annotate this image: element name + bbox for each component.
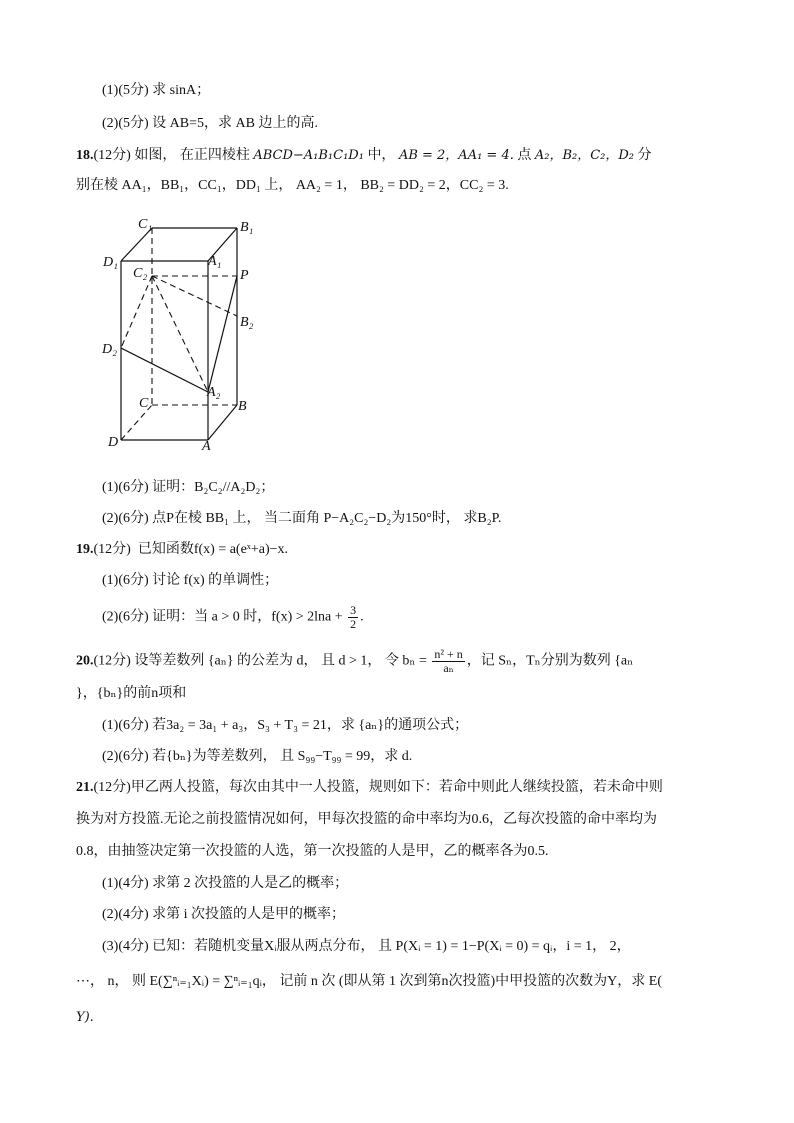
label-C: C (139, 396, 149, 411)
q21-part1: (1)(4分) 求第 2 次投篮的人是乙的概率； (102, 876, 349, 891)
q20-part2: (2)(6分) 若{bₙ}为等差数列， 且 S₉₉−T₉₉ = 99，求 d. (102, 749, 413, 764)
segment-C2D2 (121, 276, 152, 348)
q21-part3-line3: Y). (76, 1010, 94, 1025)
edge-D1C1 (121, 228, 152, 261)
fraction-3-2: $\frac{3}{2}$ (350, 603, 357, 631)
edge-AB (208, 405, 237, 440)
prism-figure (95, 210, 275, 460)
segment-C2B2 (152, 276, 237, 316)
fraction-bn: $\frac{\text{n² + n}}{\text{aₙ}}$ (434, 647, 463, 675)
label-D1: D₁ (103, 255, 118, 270)
q18-part1: (1)(6分) 证明：B₂C₂//A₂D₂； (102, 480, 275, 495)
q21-stem-line3: 0.8，由抽签决定第一次投篮的人选，第一次投篮的人是甲，乙的概率各为0.5. (76, 844, 549, 859)
q18-stem-line1: 18.(12分) 如图， 在正四棱柱 ABCD−A₁B₁C₁D₁ 中， AB = 2，AA₁ = 4. 点 A₂，B₂，C₂，D₂ 分 (76, 148, 652, 163)
label-A1: A₁ (208, 254, 222, 269)
q20-part1: (1)(6分) 若3a₂ = 3a₁ + a₃，S₃ + T₃ = 21，求 {aₙ}的通项公式； (102, 718, 469, 733)
q18-stem-line2: 别在棱 AA₁，BB₁，CC₁，DD₁ 上， AA₂ = 1， BB₂ = DD₂ = 2，CC₂ = 3. (76, 178, 509, 193)
q18-part2: (2)(6分) 点P在棱 BB₁ 上， 当二面角 P−A₂C₂−D₂为150°时， 求B₂P. (102, 511, 502, 526)
segment-D2A2 (121, 348, 208, 392)
q20-stem-line2: }，{bₙ}的前n项和 (76, 686, 187, 701)
q20-stem-line1: 20.(12分) 设等差数列 {aₙ} 的公差为 d， 且 d > 1， 令 bₙ = $\frac{\text{n² + n}}{\text{aₙ}}$ ，记 Sₙ，Tₙ分别为数列 {aₙ (76, 647, 634, 675)
label-B: B (238, 399, 247, 414)
q21-part3-line2: ⋯， n， 则 E(∑ⁿᵢ₌₁Xᵢ) = ∑ⁿᵢ₌₁qᵢ， 记前 n 次 (即从第 1 次到第n次投篮)中甲投篮的次数为Y，求 E( (76, 974, 663, 989)
segment-C2A2 (152, 276, 208, 392)
label-C2: C₂ (133, 266, 148, 281)
label-P: P (240, 268, 249, 283)
q21-stem-line1: 21.(12分)甲乙两人投篮，每次由其中一人投篮，规则如下：若命中则此人继续投篮，若未命中则 (76, 780, 663, 795)
label-A: A (202, 439, 211, 454)
label-B2: B₂ (240, 315, 254, 330)
q21-stem-line2: 换为对方投篮.无论之前投篮情况如何，甲每次投篮的命中率均为0.6，乙每次投篮的命中率均为 (76, 812, 657, 827)
label-D: D (108, 435, 119, 450)
q17-part1: (1)(5分) 求 sinA； (102, 83, 211, 98)
q21-part2: (2)(4分) 求第 i 次投篮的人是甲的概率； (102, 907, 346, 922)
segment-A2P (208, 276, 237, 392)
label-D2: D₂ (102, 342, 117, 357)
label-A2: A₂ (207, 385, 221, 400)
q21-part3: (3)(4分) 已知：若随机变量Xᵢ服从两点分布， 且 P(Xᵢ = 1) = 1−P(Xᵢ = 0) = qᵢ，i = 1， 2， (102, 939, 631, 954)
label-B1: B₁ (240, 220, 254, 235)
label-C1: C₁ (138, 217, 153, 232)
q19-part1: (1)(6分) 讨论 f(x) 的单调性； (102, 573, 279, 588)
q17-part2: (2)(5分) 设 AB=5，求 AB 边上的高. (102, 116, 318, 131)
q19-stem: 19.(12分) 已知函数f(x) = a(eˣ+a)−x. (76, 542, 289, 557)
q19-part2: (2)(6分) 证明：当 a > 0 时，f(x) > 2lna + $\frac{3}{2}$ . (102, 603, 364, 631)
